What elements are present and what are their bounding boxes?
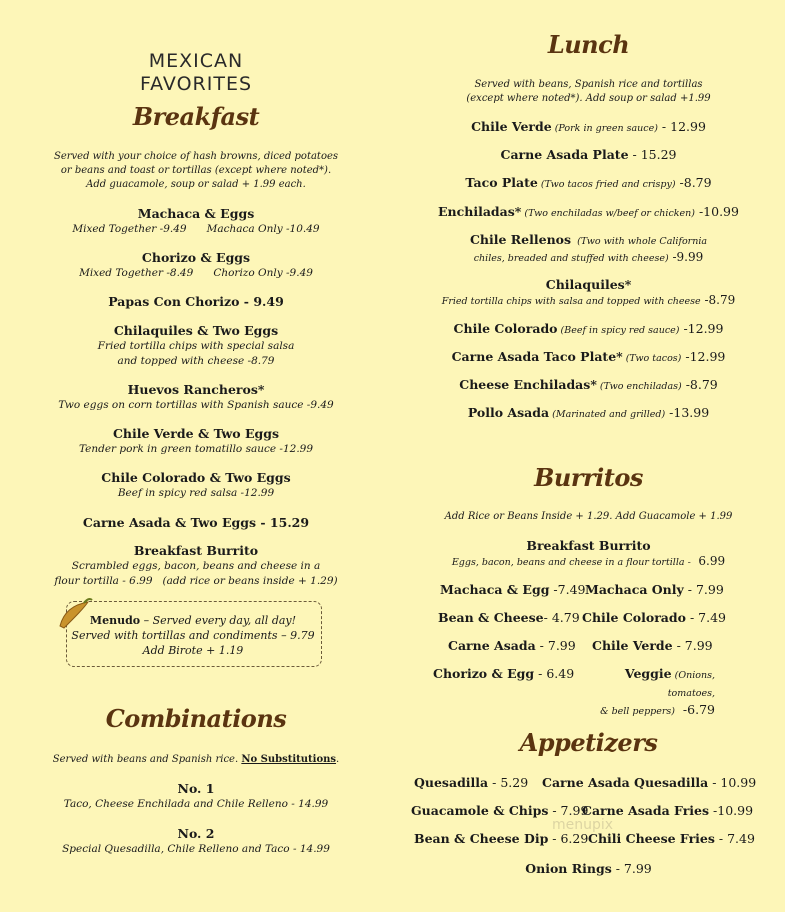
menu-item: Carne Asada Quesadilla - 10.99 [542,775,757,790]
menu-item: Carne Asada Plate - 15.29 [500,147,677,162]
menu-item: Bean & Cheese- 4.79 [438,610,580,625]
menu-item: Machaca Only - 7.99 [585,582,724,597]
watermark: menupix [552,817,614,833]
menu-item: Chilaquiles & Two Eggs Fried tortilla chips with special salsa and topped with cheese -8.79 [97,323,295,367]
menu-item: Veggie (Onions, tomatoes, & bell peppers) -6.79 [600,666,715,717]
menu-item: Chorizo & Eggs Mixed Together -8.49 Chorizo Only -9.49 [79,250,313,279]
menu-item: Chilaquiles* Fried tortilla chips with salsa and topped with cheese -8.79 [441,277,736,307]
menu-item: Breakfast Burrito Scrambled eggs, bacon, beans and cheese in a flour tortilla - 6.99 (add rice or beans inside + 1.29) [54,543,338,587]
menu-item: Cheese Enchiladas* (Two enchiladas) -8.79 [459,377,718,392]
menu-item: Breakfast Burrito Eggs, bacon, beans and cheese in a flour tortilla - 6.99 [451,538,726,568]
menu-item: Chile Colorado - 7.49 [582,610,726,625]
lunch-title: Lunch [547,30,630,59]
menu-item: Machaca & Egg -7.49 [440,582,586,597]
menudo-text: Menudo – Served every day, all day! Served with tortillas and condiments – 9.79 Add Birote + 1.19 [71,614,315,657]
menu-item: Taco Plate (Two tacos fried and crispy) -8.79 [465,175,712,190]
menu-item: Carne Asada - 7.99 [448,638,576,653]
menu-item: No. 1 Taco, Cheese Enchilada and Chile Relleno - 14.99 [63,781,329,810]
menu-item: Onion Rings - 7.99 [525,861,652,876]
menu-item: Chile Verde & Two Eggs Tender pork in green tomatillo sauce -12.99 [78,426,314,455]
menu-item: Chile Rellenos (Two with whole California chiles, breaded and stuffed with cheese) -9.99 [469,232,708,264]
menu-item: Chile Verde - 7.99 [592,638,713,653]
menu-item: Bean & Cheese Dip - 6.29 [414,831,589,846]
burritos-intro: Add Rice or Beans Inside + 1.29. Add Guacamole + 1.99 [444,511,733,522]
menu-item: Pollo Asada (Marinated and grilled) -13.99 [467,405,710,420]
menu-item: No. 2 Special Quesadilla, Chile Relleno and Taco - 14.99 [62,826,330,855]
menu-item: Chorizo & Egg - 6.49 [433,666,575,681]
lunch-intro: Served with beans, Spanish rice and tortillas (except where noted*). Add soup or salad +1.99 [466,79,711,104]
mexican-favorites-heading: MEXICAN FAVORITES [139,50,253,95]
menu-item: Guacamole & Chips - 7.99 [411,803,589,818]
menu-item: Huevos Rancheros* Two eggs on corn tortillas with Spanish sauce -9.49 [58,382,334,411]
menu-item: Machaca & Eggs Mixed Together -9.49 Machaca Only -10.49 [72,206,320,235]
menu-item: Carne Asada & Two Eggs - 15.29 [82,515,310,530]
menu-item: Chile Colorado (Beef in spicy red sauce) -12.99 [453,321,724,336]
menu-item: Quesadilla - 5.29 [414,775,529,790]
combinations-intro: Served with beans and Spanish rice. No Substitutions. [52,754,340,765]
menu-item: Carne Asada Fries -10.99 [582,803,754,818]
menu-item: Papas Con Chorizo - 9.49 [108,294,284,309]
appetizers-title: Appetizers [519,728,658,757]
menu-item: Carne Asada Taco Plate* (Two tacos) -12.99 [451,349,726,364]
burritos-title: Burritos [534,463,643,492]
breakfast-title: Breakfast [132,102,260,131]
breakfast-intro: Served with your choice of hash browns, diced potatoes or beans and toast or tortillas (except where noted*). Add guacamole, soup or salad + 1.99 each. [53,151,339,190]
menu-item: Chile Colorado & Two Eggs Beef in spicy red salsa -12.99 [101,470,291,499]
menu-item: Chile Verde (Pork in green sauce) - 12.99 [471,119,706,134]
menu-item: Chili Cheese Fries - 7.49 [588,831,755,846]
combinations-title: Combinations [105,704,287,733]
menu-item: Enchiladas* (Two enchiladas w/beef or chicken) -10.99 [438,204,739,219]
